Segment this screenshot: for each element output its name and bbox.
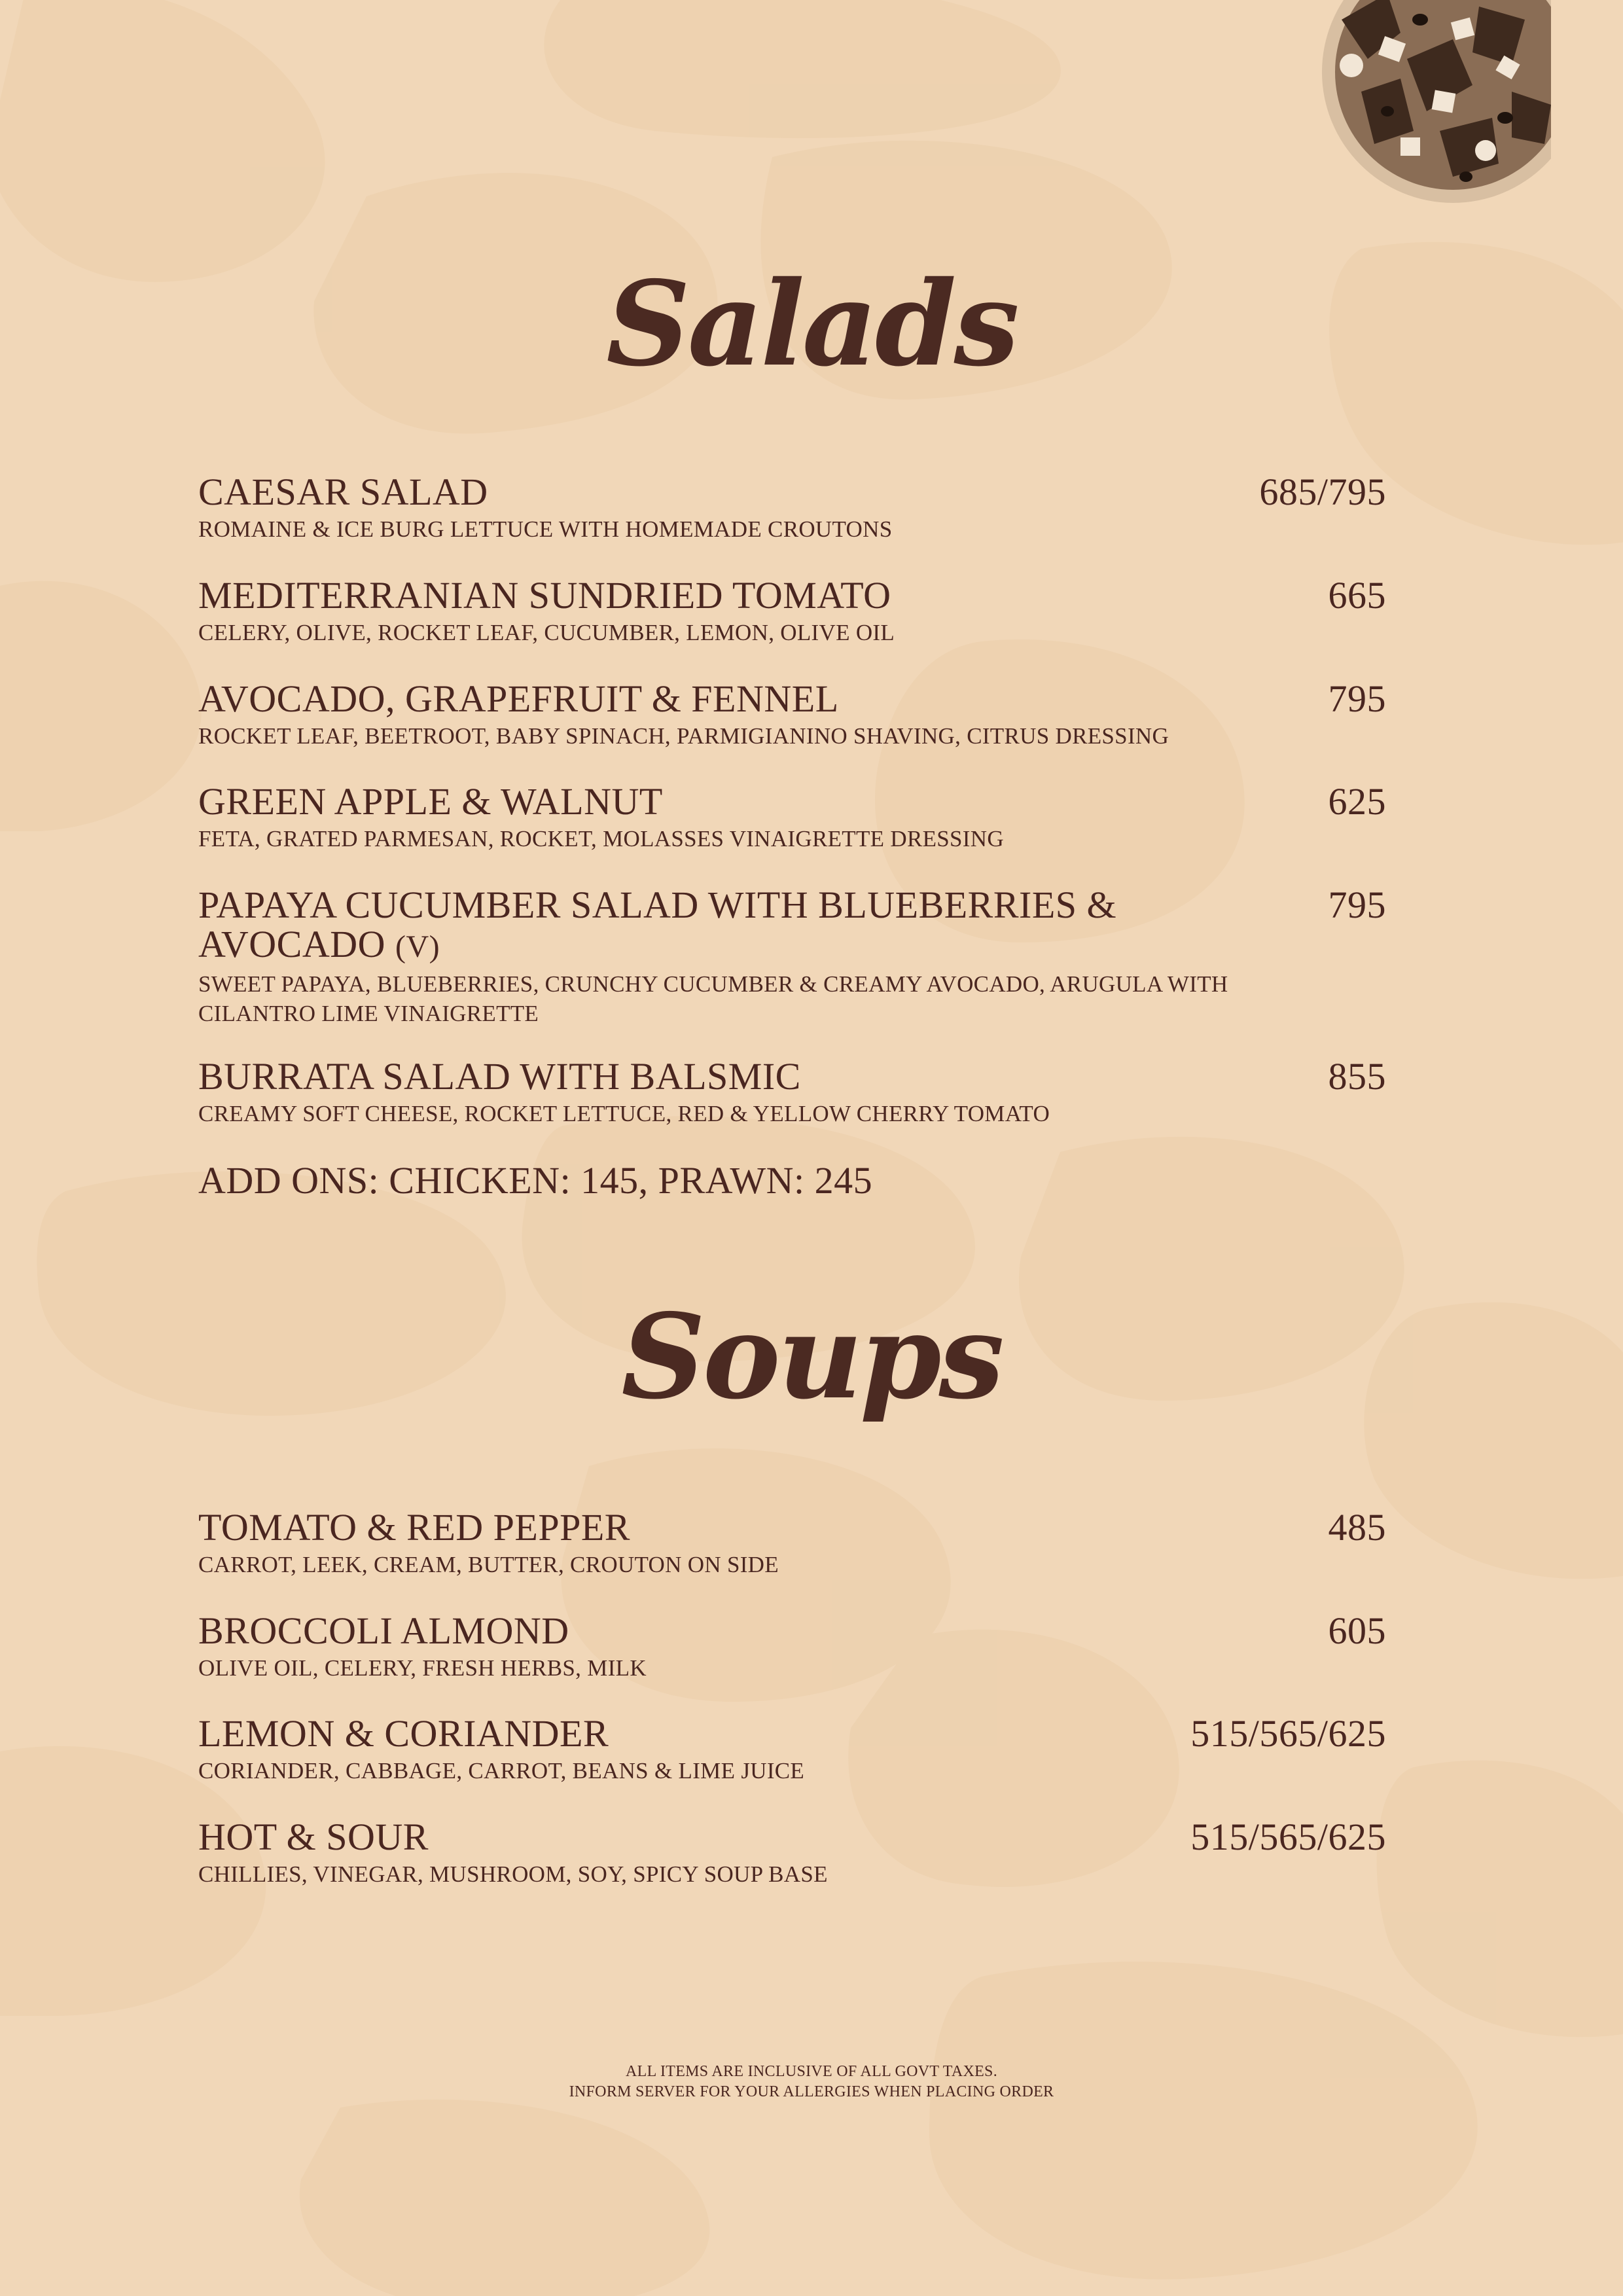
item-name: MEDITERRANIAN SUNDRIED TOMATO (198, 574, 891, 617)
item-price: 685/795 (1259, 471, 1386, 513)
menu-item (198, 1611, 1386, 1683)
item-description: FETA, GRATED PARMESAN, ROCKET, MOLASSES VINAIGRETTE DRESSING (198, 826, 1004, 852)
menu-item (198, 679, 1386, 751)
item-name-text: AVOCADO (198, 923, 386, 965)
item-description: CARROT, LEEK, CREAM, BUTTER, CROUTON ON SIDE (198, 1552, 779, 1577)
footer-note (0, 2062, 1623, 2102)
item-price: 515/565/625 (1190, 1712, 1386, 1755)
add-ons: ADD ONS: CHICKEN: 145, PRAWN: 245 (198, 1159, 873, 1202)
item-price: 665 (1328, 574, 1386, 617)
item-description-line-1: SWEET PAPAYA, BLUEBERRIES, CRUNCHY CUCUMBER & CREAMY AVOCADO, ARUGULA WITH (198, 971, 1228, 997)
item-price: 855 (1328, 1055, 1386, 1098)
menu-item (198, 1508, 1386, 1579)
item-price: 625 (1328, 780, 1386, 823)
vegetarian-tag: (V) (395, 929, 440, 964)
menu-item (198, 576, 1386, 647)
item-name-line-1: PAPAYA CUCUMBER SALAD WITH BLUEBERRIES & (198, 884, 1117, 926)
salads-heading: Salads (606, 255, 1017, 392)
item-description: CREAMY SOFT CHEESE, ROCKET LETTUCE, RED & YELLOW CHERRY TOMATO (198, 1101, 1050, 1126)
menu-item (198, 1714, 1386, 1785)
menu-item (198, 886, 1386, 1028)
item-name: BURRATA SALAD WITH BALSMIC (198, 1055, 801, 1098)
salad-bowl-photo-icon (1302, 0, 1551, 216)
item-description: CELERY, OLIVE, ROCKET LEAF, CUCUMBER, LEMON, OLIVE OIL (198, 620, 895, 645)
item-description: ROCKET LEAF, BEETROOT, BABY SPINACH, PARMIGIANINO SHAVING, CITRUS DRESSING (198, 723, 1169, 749)
item-price: 605 (1328, 1609, 1386, 1652)
item-description: CORIANDER, CABBAGE, CARROT, BEANS & LIME JUICE (198, 1758, 805, 1784)
item-name: LEMON & CORIANDER (198, 1712, 609, 1755)
item-description: OLIVE OIL, CELERY, FRESH HERBS, MILK (198, 1655, 647, 1681)
item-price: 795 (1328, 884, 1386, 926)
item-name: CAESAR SALAD (198, 471, 488, 513)
item-price: 795 (1328, 677, 1386, 720)
item-name: GREEN APPLE & WALNUT (198, 780, 663, 823)
menu-item (198, 1057, 1386, 1128)
menu-item (198, 473, 1386, 544)
item-description: ROMAINE & ICE BURG LETTUCE WITH HOMEMADE CROUTONS (198, 516, 893, 542)
item-description: CHILLIES, VINEGAR, MUSHROOM, SOY, SPICY SOUP BASE (198, 1861, 828, 1887)
soups-heading: Soups (621, 1288, 1002, 1425)
item-price: 515/565/625 (1190, 1816, 1386, 1858)
item-name: TOMATO & RED PEPPER (198, 1506, 630, 1549)
tax-note: ALL ITEMS ARE INCLUSIVE OF ALL GOVT TAXES. (625, 2063, 997, 2080)
item-name-line-2 (198, 925, 1386, 967)
menu-item (198, 782, 1386, 853)
item-name: AVOCADO, GRAPEFRUIT & FENNEL (198, 677, 839, 720)
item-description-line-2: CILANTRO LIME VINAIGRETTE (198, 1001, 539, 1026)
item-price: 485 (1328, 1506, 1386, 1549)
item-name: BROCCOLI ALMOND (198, 1609, 569, 1652)
menu-item (198, 1818, 1386, 1889)
allergy-note: INFORM SERVER FOR YOUR ALLERGIES WHEN PLACING ORDER (569, 2083, 1054, 2100)
item-name: HOT & SOUR (198, 1816, 429, 1858)
